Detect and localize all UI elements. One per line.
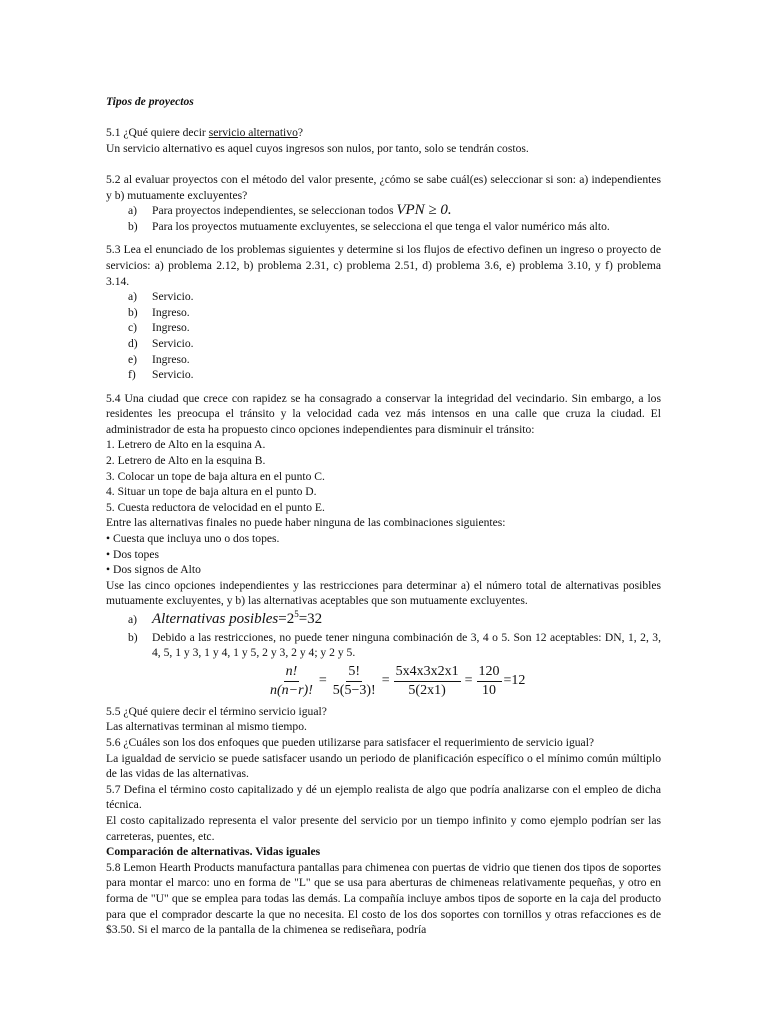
option-line: 3. Colocar un tope de baja altura en el punto C. <box>106 469 325 483</box>
option-line: 4. Situar un tope de baja altura en el punto D. <box>106 485 317 499</box>
answer-5-7: El costo capitalizado representa el valor presente del servicio por un tiempo infinito y como ejemplo podrían ser las carreteras, puentes, etc. <box>106 813 661 843</box>
task-5-4: Use las cinco opciones independientes y las restricciones para determinar a) el número total de alternativas posibles mutuamente excluyentes, y b) las alternativas aceptables que son mutuamente excluyentes. <box>106 578 661 608</box>
question-5-1: 5.1 ¿Qué quiere decir servicio alternativo? <box>106 126 304 140</box>
document-body <box>106 94 661 938</box>
list-item: d) Servicio. <box>128 336 194 350</box>
underlined-term: servicio alternativo <box>208 126 298 140</box>
section-heading: Comparación de alternativas. Vidas iguales <box>106 845 321 859</box>
bullet-item: • Cuesta que incluya uno o dos topes. <box>106 532 280 546</box>
list-item: b) Debido a las restricciones, no puede tener ninguna combinación de 3, 4 o 5. Son 12 aceptables: DN, 1, 2, 3, 4, 5, 1 y 3, 1 y 4, 1 y 5, 2 y 3, 2 y 4; y 2 y 5. <box>128 630 661 660</box>
answer-5-6: La igualdad de servicio se puede satisfacer usando un periodo de planificación específico o el mínimo común múltiplo de las vidas de las alternativas. <box>106 751 661 781</box>
question-5-6: 5.6 ¿Cuáles son los dos enfoques que pueden utilizarse para satisfacer el requerimiento de servicio igual? <box>106 735 595 749</box>
fraction: $\frac{n!}{n(n-r)!}$ <box>270 663 313 698</box>
math-expression: VPN ≥ 0. <box>396 202 452 219</box>
bullet-item: • Dos topes <box>106 547 160 561</box>
fraction: $\frac{120}{10}$ <box>478 663 500 698</box>
question-5-3: 5.3 Lea el enunciado de los problemas siguientes y determine si los flujos de efectivo definen un ingreso o proyecto de servicios: a) problema 2.12, b) problema 2.31, c) problema 2.51, d) problema 3.6, e) problema 3.10, y f) problema 3.14. <box>106 243 661 288</box>
restrictions-intro: Entre las alternativas finales no puede haber ninguna de las combinaciones siguientes: <box>106 516 506 530</box>
fraction: $\frac{5!}{5(5-3)!}$ <box>332 663 376 698</box>
list-item: a) Para proyectos independientes, se seleccionan todos VPN ≥ 0. <box>128 202 452 219</box>
list-item: a) Servicio. <box>128 290 194 304</box>
question-5-8: 5.8 Lemon Hearth Products manufactura pantallas para chimenea con puertas de vidrio que tienen dos tipos de soportes para montar el marco: uno en forma de "L" que se usa para aberturas de chimeneas relativamente pequeñas, y otro en forma de "U" que se emplea para todas las demás. La compañía incluye ambos tipos de soporte en la caja del producto para que el comprador descarte la que no necesita. El costo de los dos soportes con tornillos y otras refacciones es de $3.50. Si el marco de la pantalla de la chimenea se rediseñara, podría <box>106 860 661 937</box>
math-expression: Alternativas posibles <box>152 611 279 627</box>
answer-5-1: Un servicio alternativo es aquel cuyos ingresos son nulos, por tanto, solo se tendrán costos. <box>106 141 529 155</box>
list-item: b) Ingreso. <box>128 305 190 319</box>
list-item: b) Para los proyectos mutuamente excluyentes, se selecciona el que tenga el valor numérico más alto. <box>128 219 610 233</box>
list-item: e) Ingreso. <box>128 352 190 366</box>
fraction: $\frac{5x4x3x2x1}{5(2x1)}$ <box>395 663 459 698</box>
question-5-5: 5.5 ¿Qué quiere decir el término servicio igual? <box>106 704 327 718</box>
question-5-7: 5.7 Defina el término costo capitalizado y dé un ejemplo realista de algo que podría analizarse con el empleo de dicha técnica. <box>106 782 661 812</box>
option-line: 5. Cuesta reductora de velocidad en el punto E. <box>106 500 325 514</box>
list-item: c) Ingreso. <box>128 321 190 335</box>
question-5-4: 5.4 Una ciudad que crece con rapidez se ha consagrado a conservar la integridad del vecindario. Sin embargo, a los residentes les preocupa el tránsito y la velocidad cada vez más intensos en una calle que cruza la ciudad. El administrador de esta ha propuesto cinco opciones independientes para disminuir el tránsito: <box>106 391 661 436</box>
answer-5-5: Las alternativas terminan al mismo tiempo. <box>106 720 307 734</box>
combination-formula: $\frac{n!}{n(n-r)!}$ = $\frac{5!}{5(5-3)!}$ = $\frac{5x4x3x2x1}{5(2x1)}$ = $\frac{120}{10}$ =12 <box>270 663 526 698</box>
question-5-2: 5.2 al evaluar proyectos con el método del valor presente, ¿cómo se sabe cuál(es) seleccionar si son: a) independientes y b) mutuamente excluyentes? <box>106 172 661 202</box>
page-title: Tipos de proyectos <box>106 95 194 108</box>
list-item: f) Servicio. <box>128 368 194 382</box>
option-line: 1. Letrero de Alto en la esquina A. <box>106 438 266 452</box>
list-item: a) Alternativas $posibles=2^5=32$ <box>128 609 323 627</box>
option-line: 2. Letrero de Alto en la esquina B. <box>106 454 266 468</box>
bullet-item: • Dos signos de Alto <box>106 563 201 577</box>
